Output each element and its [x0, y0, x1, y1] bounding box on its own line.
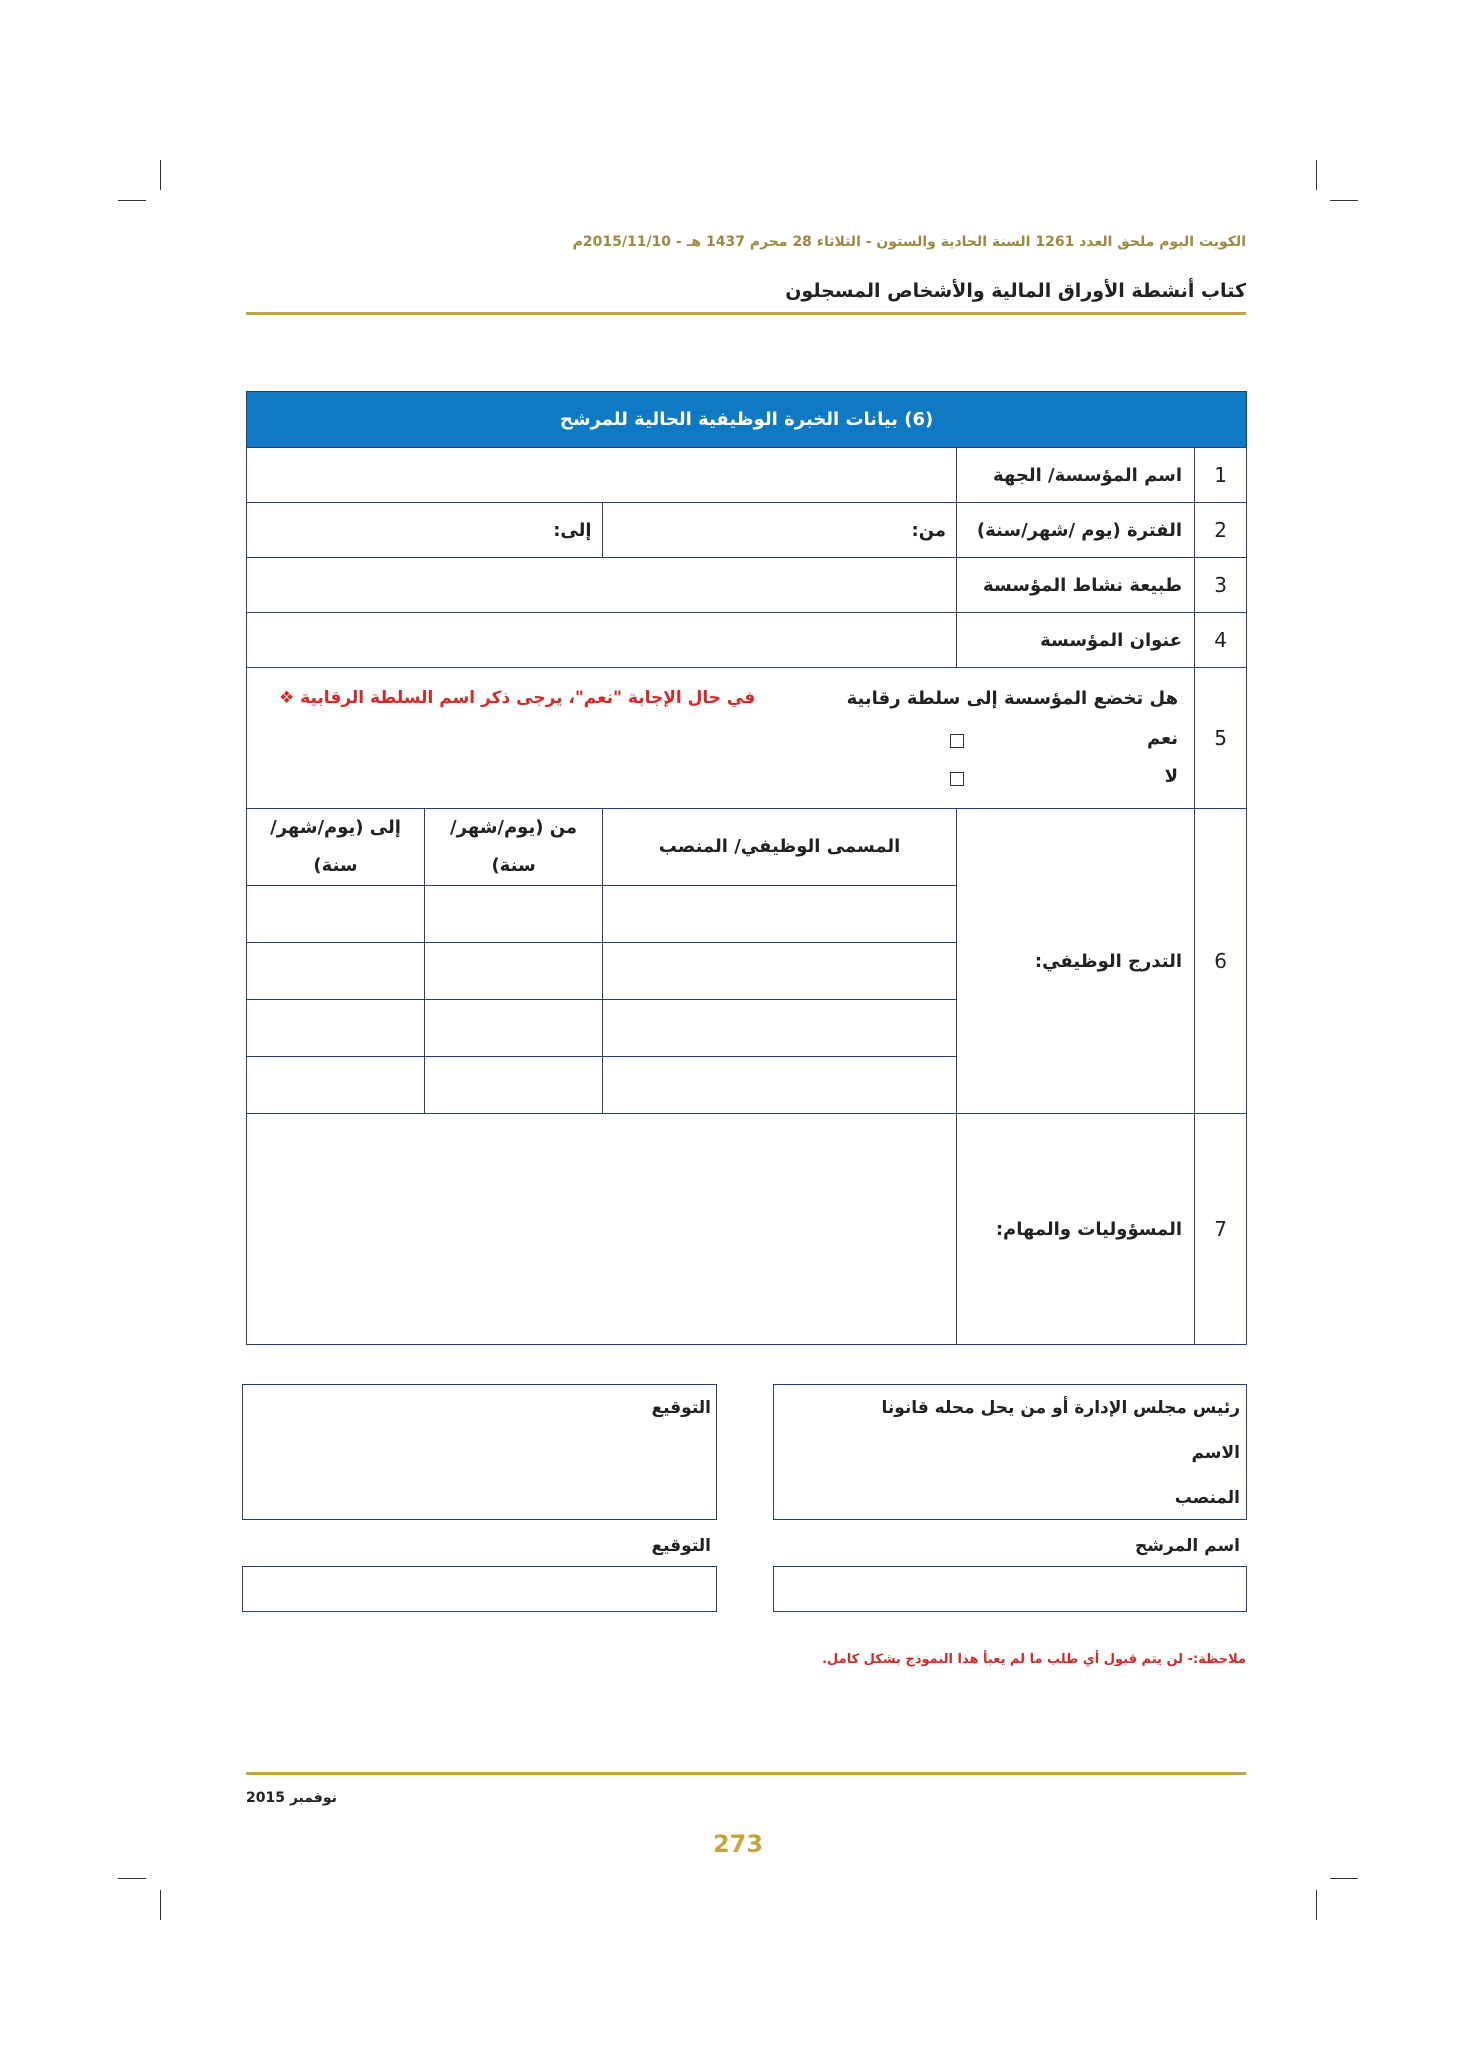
crop-mark	[160, 1890, 161, 1920]
footnote: ملاحظة:- لن يتم قبول أي طلب ما لم يعبأ هذا النموذج بشكل كامل.	[822, 1652, 1246, 1667]
footer-date: نوفمبر 2015	[246, 1790, 337, 1806]
page-number: 273	[712, 1830, 764, 1858]
job-title-header-text: المسمى الوظيفي/ المنصب	[658, 836, 901, 857]
address-label: عنوان المؤسسة	[957, 613, 1195, 668]
from-date-header-line1: من (يوم/شهر/	[450, 817, 578, 838]
crop-mark	[1316, 160, 1317, 190]
from-date-cell[interactable]	[425, 886, 603, 943]
job-title-cell[interactable]	[603, 1057, 957, 1114]
to-date-header	[247, 809, 425, 886]
crop-mark	[1330, 200, 1358, 201]
institution-name-label: اسم المؤسسة/ الجهة	[957, 448, 1195, 503]
regulatory-question: هل تخضع المؤسسة إلى سلطة رقابية	[846, 688, 1179, 709]
crop-mark	[118, 1878, 146, 1879]
activity-label: طبيعة نشاط المؤسسة	[957, 558, 1195, 613]
name-label: الاسم	[1191, 1443, 1240, 1463]
crop-mark	[160, 160, 161, 190]
note-text: في حال الإجابة "نعم"، يرجى ذكر اسم السلطة الرقابية	[300, 688, 756, 708]
job-title-cell[interactable]	[603, 1000, 957, 1057]
candidate-name-label: اسم المرشح	[1135, 1536, 1240, 1556]
job-title-header	[603, 809, 957, 886]
row-number: 1	[1195, 448, 1247, 503]
period-fields	[247, 503, 957, 558]
row-number: 4	[1195, 613, 1247, 668]
responsibilities-field[interactable]	[247, 1114, 957, 1345]
no-checkbox[interactable]	[950, 772, 964, 786]
crop-mark	[1330, 1878, 1358, 1879]
header-rule	[246, 312, 1246, 315]
job-title-cell[interactable]	[603, 943, 957, 1000]
bullet-icon: ❖	[279, 688, 295, 708]
position-label: المنصب	[1174, 1488, 1240, 1508]
from-date-cell[interactable]	[425, 1057, 603, 1114]
responsibilities-label: المسؤوليات والمهام:	[957, 1114, 1195, 1345]
row-number: 5	[1195, 668, 1247, 809]
institution-name-field[interactable]	[247, 448, 957, 503]
period-from-field[interactable]	[602, 503, 956, 557]
regulatory-question-cell	[247, 668, 1195, 809]
row-number: 3	[1195, 558, 1247, 613]
to-date-cell[interactable]	[247, 886, 425, 943]
from-date-header-line2: سنة)	[491, 855, 536, 876]
book-title: كتاب أنشطة الأوراق المالية والأشخاص المسجلون	[785, 280, 1246, 302]
footer-rule	[246, 1772, 1246, 1775]
gazette-header: الكويت اليوم ملحق العدد 1261 السنة الحادية والستون - الثلاثاء 28 محرم 1437 هـ - 2015/11/10م	[572, 234, 1246, 250]
period-label: الفترة (يوم /شهر/سنة)	[957, 503, 1195, 558]
experience-form	[246, 391, 1247, 1345]
no-label: لا	[1164, 766, 1179, 787]
regulatory-note	[279, 688, 755, 708]
address-field[interactable]	[247, 613, 957, 668]
period-from-label: من:	[911, 519, 947, 541]
form-title: (6) بيانات الخبرة الوظيفية الحالية للمرشح	[247, 392, 1247, 448]
to-date-header-line2: سنة)	[313, 855, 358, 876]
career-progression-label: التدرج الوظيفي:	[957, 809, 1195, 1114]
period-to-label: إلى:	[553, 519, 592, 541]
crop-mark	[1316, 1890, 1317, 1920]
yes-checkbox[interactable]	[950, 734, 964, 748]
row-number: 2	[1195, 503, 1247, 558]
chairman-label: رئيس مجلس الإدارة أو من يحل محله قانونا	[881, 1398, 1240, 1418]
candidate-name-field[interactable]	[773, 1566, 1247, 1612]
to-date-header-line1: إلى (يوم/شهر/	[270, 817, 401, 838]
from-date-header	[425, 809, 603, 886]
row-number: 7	[1195, 1114, 1247, 1345]
candidate-signature-label: التوقيع	[651, 1536, 711, 1556]
from-date-cell[interactable]	[425, 1000, 603, 1057]
to-date-cell[interactable]	[247, 1000, 425, 1057]
yes-label: نعم	[1147, 728, 1179, 749]
row-number: 6	[1195, 809, 1247, 1114]
job-title-cell[interactable]	[603, 886, 957, 943]
activity-field[interactable]	[247, 558, 957, 613]
period-to-field[interactable]	[246, 503, 602, 557]
to-date-cell[interactable]	[247, 1057, 425, 1114]
chairman-signature-box[interactable]	[242, 1384, 717, 1520]
candidate-signature-field[interactable]	[242, 1566, 717, 1612]
crop-mark	[118, 200, 146, 201]
from-date-cell[interactable]	[425, 943, 603, 1000]
signature-label: التوقيع	[651, 1398, 711, 1418]
to-date-cell[interactable]	[247, 943, 425, 1000]
